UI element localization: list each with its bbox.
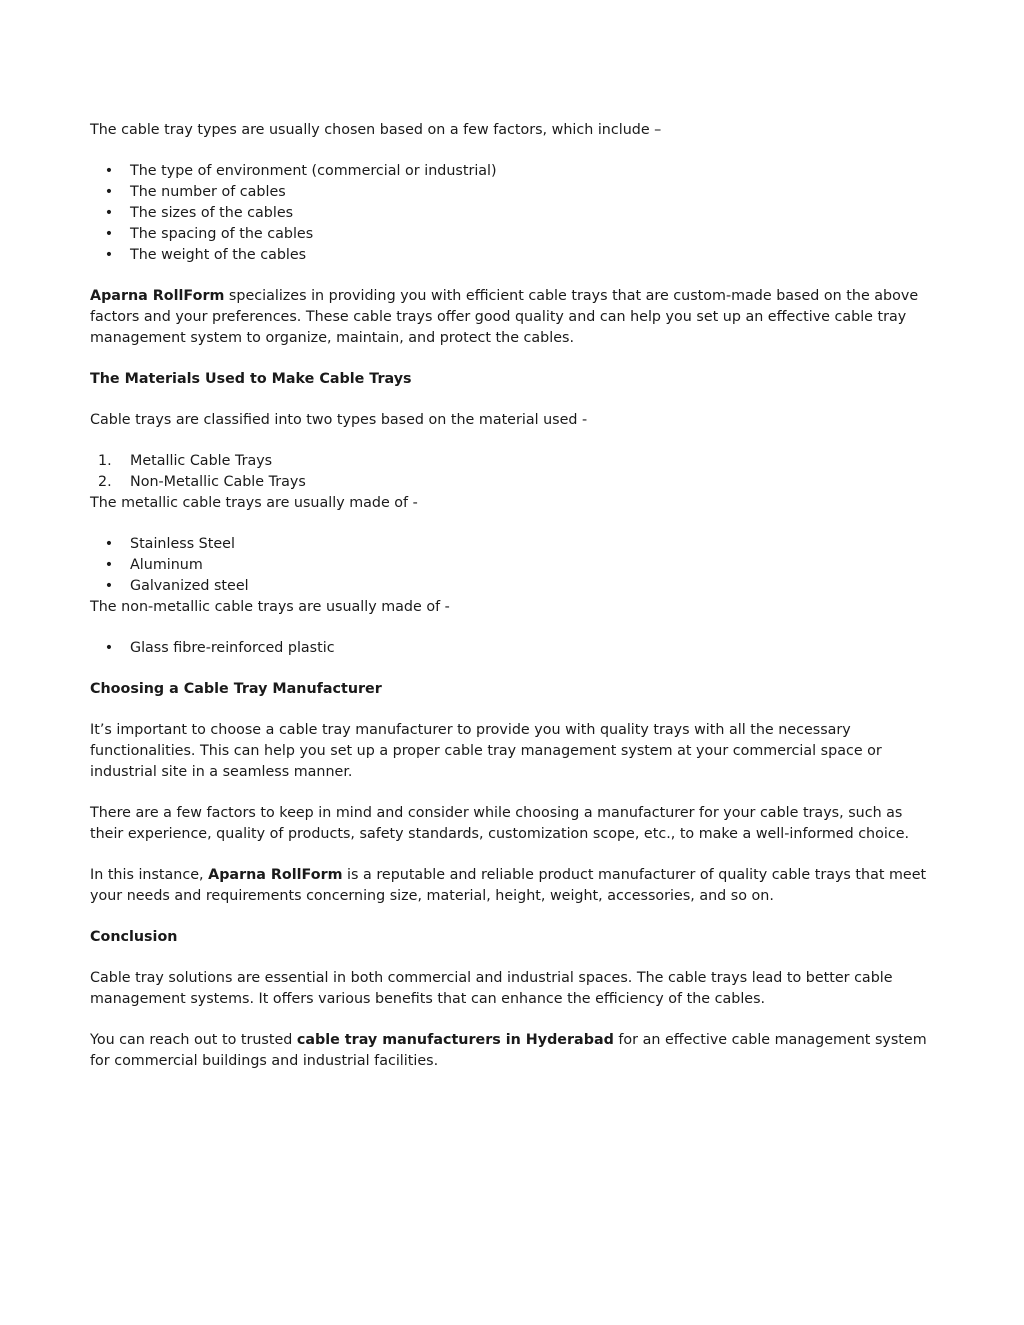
- list-item: [90, 638, 934, 659]
- conclusion-paragraph-2: [90, 1030, 934, 1072]
- material-types-list: [90, 451, 934, 493]
- materials-intro: Cable trays are classified into two types based on the material used -: [90, 412, 588, 428]
- paragraph-text: for an effective cable management system for commercial buildings and industrial facilities.: [90, 1032, 927, 1069]
- list-item-text: Galvanized steel: [130, 578, 249, 594]
- brand-name: Aparna RollForm: [90, 288, 225, 304]
- list-item-text: The spacing of the cables: [130, 226, 314, 242]
- choosing-paragraph-3: [90, 865, 934, 907]
- bullet-icon: •: [104, 226, 114, 242]
- bullet-icon: •: [104, 205, 114, 221]
- metallic-intro: The metallic cable trays are usually made of -: [90, 495, 418, 511]
- nonmetallic-materials-list: [90, 638, 934, 659]
- list-item: [90, 576, 934, 597]
- list-item-text: The number of cables: [130, 184, 286, 200]
- list-number: 2.: [98, 474, 112, 490]
- brand-name: Aparna RollForm: [208, 867, 343, 883]
- list-item-text: Aluminum: [130, 557, 203, 573]
- list-item: [90, 451, 934, 472]
- metallic-materials-list: [90, 534, 934, 597]
- list-item: [90, 534, 934, 555]
- factors-list: [90, 161, 934, 266]
- list-item-text: The weight of the cables: [130, 247, 307, 263]
- paragraph-text: is a reputable and reliable product manufacturer of quality cable trays that meet your needs and requirements concerning size, material, height, weight, accessories, and so on.: [90, 867, 927, 904]
- list-item: [90, 203, 934, 224]
- paragraph-text: You can reach out to trusted: [90, 1032, 297, 1048]
- list-item: [90, 161, 934, 182]
- emphasized-keyword: cable tray manufacturers in Hyderabad: [296, 1032, 614, 1048]
- bullet-icon: •: [104, 536, 114, 552]
- conclusion-heading: Conclusion: [90, 929, 178, 945]
- list-item-text: Metallic Cable Trays: [130, 453, 273, 469]
- materials-heading: The Materials Used to Make Cable Trays: [90, 371, 412, 387]
- paragraph-text: In this instance,: [90, 867, 209, 883]
- choosing-paragraph-1: It’s important to choose a cable tray manufacturer to provide you with quality trays with all the necessary functionalities. This can help you set up a proper cable tray management system at your commercial space or industrial site in a seamless manner.: [90, 722, 882, 780]
- list-number: 1.: [98, 453, 112, 469]
- bullet-icon: •: [104, 578, 114, 594]
- list-item-text: The type of environment (commercial or industrial): [130, 163, 497, 179]
- list-item-text: Non-Metallic Cable Trays: [130, 474, 306, 490]
- list-item: [90, 182, 934, 203]
- bullet-icon: •: [104, 247, 114, 263]
- list-item: [90, 245, 934, 266]
- intro-paragraph: The cable tray types are usually chosen based on a few factors, which include –: [90, 122, 662, 138]
- list-item-text: Stainless Steel: [130, 536, 235, 552]
- list-item: [90, 472, 934, 493]
- choosing-heading: Choosing a Cable Tray Manufacturer: [90, 681, 382, 697]
- paragraph-text: specializes in providing you with efficient cable trays that are custom-made based on the above factors and your preferences. These cable trays offer good quality and can help you set up an effective cable tray management system to organize, maintain, and protect the cables.: [90, 288, 919, 346]
- list-item-text: Glass fibre-reinforced plastic: [130, 640, 335, 656]
- aparna-paragraph: [90, 286, 934, 349]
- list-item-text: The sizes of the cables: [130, 205, 294, 221]
- nonmetallic-intro: The non-metallic cable trays are usually made of -: [90, 599, 450, 615]
- bullet-icon: •: [104, 184, 114, 200]
- bullet-icon: •: [104, 557, 114, 573]
- conclusion-paragraph-1: Cable tray solutions are essential in both commercial and industrial spaces. The cable trays lead to better cable management systems. It offers various benefits that can enhance the efficiency of the cables.: [90, 970, 893, 1007]
- choosing-paragraph-2: There are a few factors to keep in mind and consider while choosing a manufacturer for your cable trays, such as their experience, quality of products, safety standards, customization scope, etc., to make a well-informed choice.: [90, 805, 910, 842]
- bullet-icon: •: [104, 640, 114, 656]
- bullet-icon: •: [104, 163, 114, 179]
- list-item: [90, 555, 934, 576]
- list-item: [90, 224, 934, 245]
